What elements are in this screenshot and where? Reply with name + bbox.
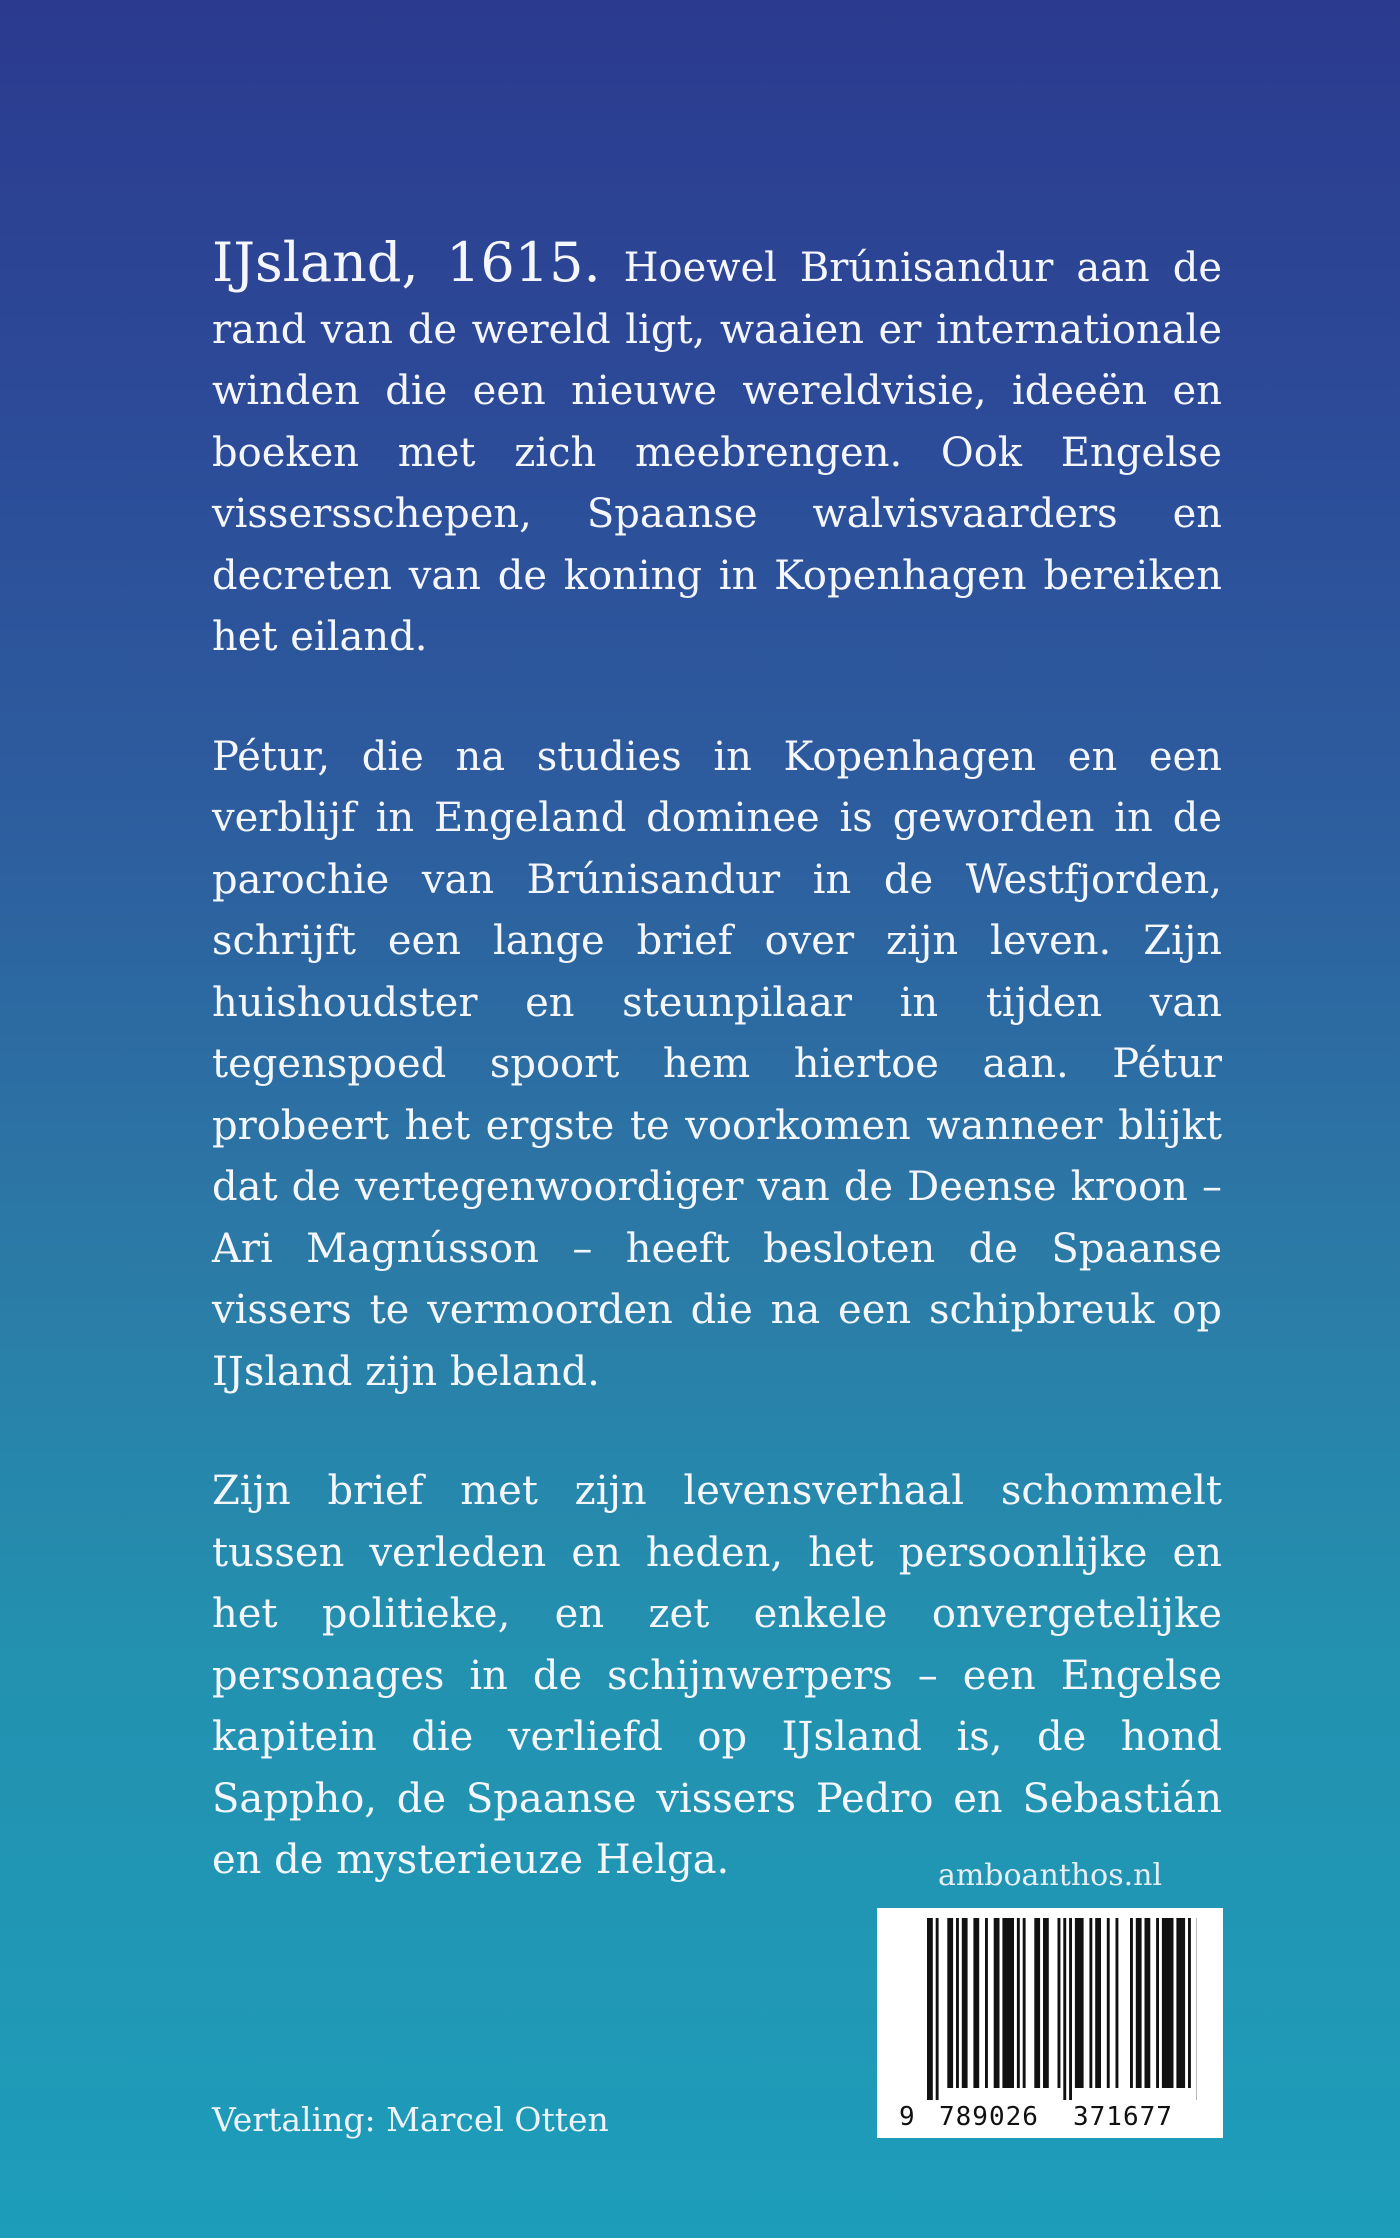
- barcode-bar: [1058, 1918, 1061, 2088]
- barcode-digits: [877, 2102, 1223, 2132]
- barcode-right-group: 371677: [1073, 2102, 1173, 2132]
- barcode-bar: [1063, 1918, 1066, 2100]
- barcode-bar: [1176, 1918, 1185, 2088]
- barcode-bar: [1116, 1918, 1119, 2088]
- barcode-bar: [1145, 1918, 1151, 2088]
- blurb-paragraph-1-body: Hoewel Brúnisandur aan de rand van de wereld ligt, waaien er internationale winden die een nieuwe wereldvisie, ideeën en boeken met zich meebrengen. Ook Engelse vissersschepen, Spaanse walvisvaarders en decreten van de koning in Kopenhagen bereiken het eiland.: [212, 245, 1223, 660]
- barcode-bar: [947, 1918, 953, 2088]
- isbn-barcode: [877, 1908, 1223, 2138]
- blurb-text: [212, 232, 1222, 1950]
- barcode-bar: [1023, 1918, 1026, 2088]
- barcode-bar: [962, 1918, 968, 2088]
- barcode-bar: [1043, 1918, 1049, 2088]
- barcode-bar: [1107, 1918, 1110, 2088]
- barcode-bar: [1095, 1918, 1101, 2088]
- barcode-bar: [1017, 1918, 1020, 2088]
- barcode-bar: [1162, 1918, 1174, 2088]
- barcode-bar: [1089, 1918, 1092, 2088]
- barcode-bar: [1188, 1918, 1191, 2088]
- barcode-bar: [1136, 1918, 1142, 2088]
- barcode-first-digit: 9: [899, 2102, 915, 2132]
- barcode-bar: [1002, 1918, 1014, 2088]
- blurb-lead-heading: IJsland, 1615.: [212, 231, 601, 294]
- barcode-bar: [1069, 1918, 1072, 2100]
- publisher-url: amboanthos.nl: [937, 1858, 1163, 1893]
- barcode-bar: [1075, 1918, 1084, 2088]
- barcode-left-group: 789026: [939, 2102, 1039, 2132]
- barcode-bar: [1034, 1918, 1040, 2088]
- barcode-bar: [927, 1918, 933, 2100]
- barcode-bars: [927, 1918, 1197, 2100]
- barcode-bar: [973, 1918, 979, 2088]
- barcode-bar: [994, 1918, 1000, 2088]
- barcode-bar: [956, 1918, 959, 2088]
- barcode-bar: [985, 1918, 988, 2088]
- translator-credit: Vertaling: Marcel Otten: [212, 2100, 609, 2139]
- barcode-bar: [936, 1918, 939, 2100]
- barcode-bar: [1130, 1918, 1133, 2088]
- blurb-paragraph-2: Pétur, die na studies in Kopenhagen en een verblijf in Engeland dominee is geworden in de parochie van Brúnisandur in de Westfjorden, schrijft een lange brief over zijn leven. Zijn huishoudster en steunpilaar in tijden van tegenspoed spoort hem hiertoe aan. Pétur probeert het ergste te voorkomen wanneer blijkt dat de vertegenwoordiger van de Deense kroon – Ari Magnússon – heeft besloten de Spaanse vissers te vermoorden die na een schipbreuk op IJsland zijn beland.: [212, 733, 1222, 1395]
- barcode-bar: [1156, 1918, 1159, 2088]
- blurb-paragraph-3: Zijn brief met zijn levensverhaal schommelt tussen verleden en heden, het persoonlijke en het politieke, en zet enkele onvergetelijke personages in de schijnwerpers – een Engelse kapitein die verliefd op IJsland is, de hond Sappho, de Spaanse vissers Pedro en Sebastián en de mysterieuze Helga.: [212, 1468, 1222, 1883]
- blurb-paragraph-1: [212, 232, 1222, 669]
